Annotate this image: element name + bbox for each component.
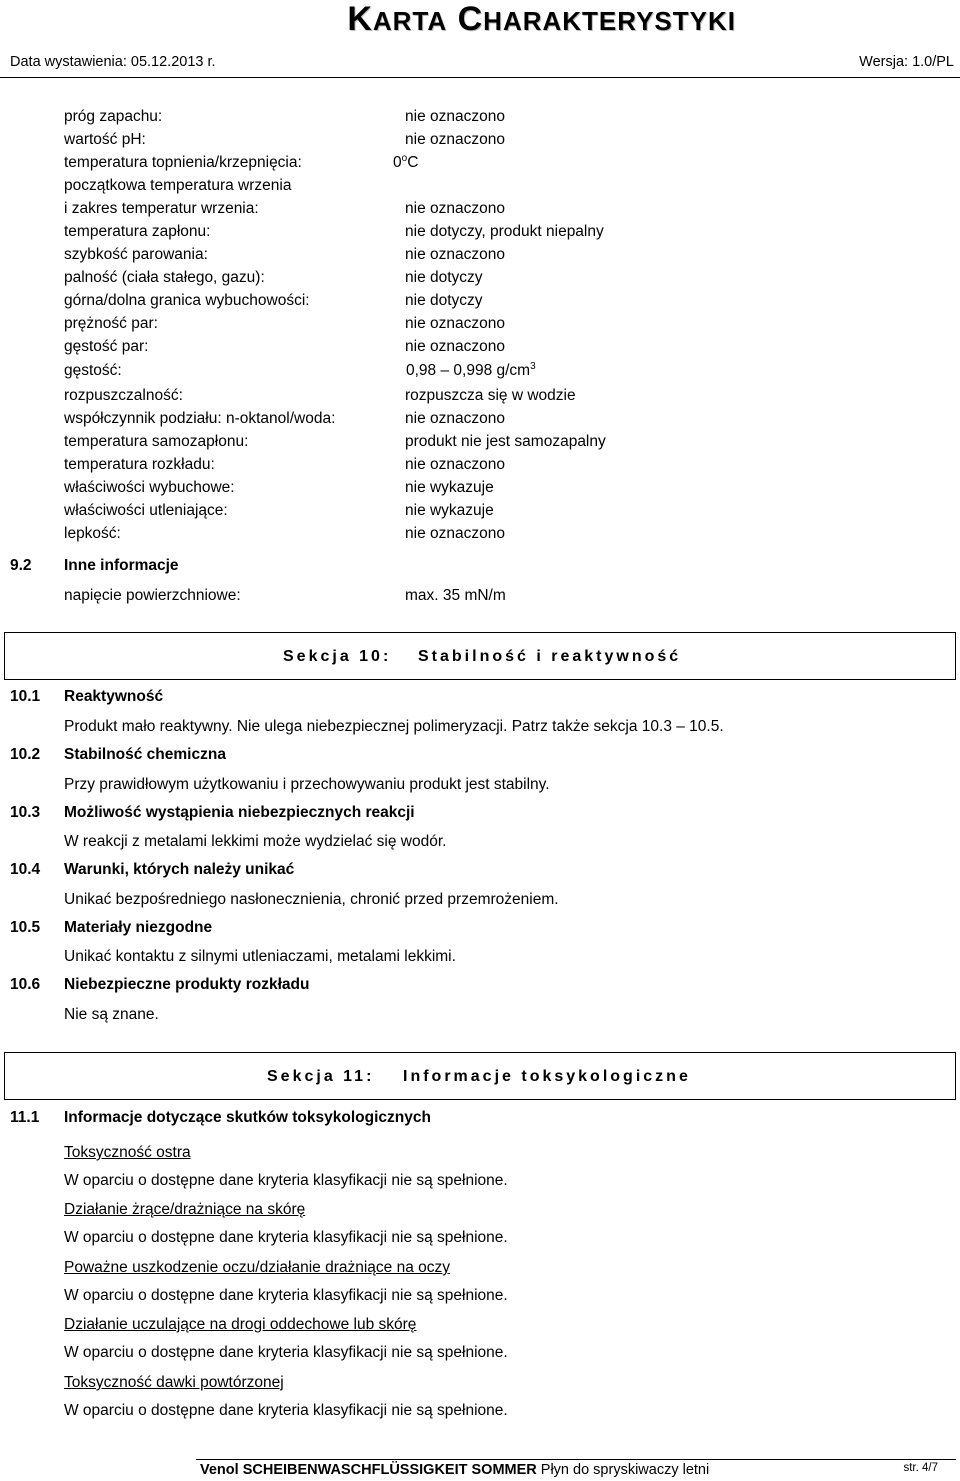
property-value: nie oznaczono <box>405 246 505 263</box>
property-value: nie wykazuje <box>405 479 494 496</box>
section-header-box <box>4 1052 956 1100</box>
section-title: Możliwość wystąpienia niebezpiecznych reakcji <box>64 804 415 821</box>
section-text: W oparciu o dostępne dane kryteria klasyfikacji nie są spełnione. <box>64 1229 508 1246</box>
section-text: Nie są znane. <box>64 1006 159 1023</box>
property-value: produkt nie jest samozapalny <box>405 433 606 450</box>
section-text: W oparciu o dostępne dane kryteria klasyfikacji nie są spełnione. <box>64 1344 508 1361</box>
section-title: Reaktywność <box>64 688 164 705</box>
property-label: temperatura samozapłonu: <box>64 433 249 450</box>
property-value: nie dotyczy <box>405 269 483 286</box>
property-value: nie wykazuje <box>405 502 494 519</box>
section-text: Przy prawidłowym użytkowaniu i przechowywaniu produkt jest stabilny. <box>64 776 550 793</box>
property-value: nie oznaczono <box>405 456 505 473</box>
version: Wersja: 1.0/PL <box>859 54 954 70</box>
section-title: Materiały niezgodne <box>64 919 213 936</box>
section-number: 10.2 <box>10 746 41 763</box>
property-label: prężność par: <box>64 315 158 332</box>
header-divider <box>0 77 960 78</box>
section-title: Stabilność chemiczna <box>64 746 226 763</box>
section-box-number: Sekcja 10: <box>283 648 392 665</box>
footer-product <box>200 1462 709 1478</box>
property-label: próg zapachu: <box>64 108 163 125</box>
property-value: 0$^o$C <box>393 152 419 171</box>
property-label: wartość pH: <box>64 131 146 148</box>
property-value: nie dotyczy <box>405 292 483 309</box>
property-value: nie oznaczono <box>405 131 505 148</box>
property-label: szybkość parowania: <box>64 246 208 263</box>
footer-product-desc: Płyn do spryskiwaczy letni <box>540 1462 710 1478</box>
property-value: max. 35 mN/m <box>405 587 506 604</box>
footer-product-name: Venol SCHEIBENWASCHFLÜSSIGKEIT SOMMER <box>200 1462 537 1478</box>
property-label: rozpuszczalność: <box>64 387 183 404</box>
section-number: 10.4 <box>10 861 41 878</box>
property-label: palność (ciała stałego, gazu): <box>64 269 265 286</box>
subsection-heading: Poważne uszkodzenie oczu/działanie drażniące na oczy <box>64 1259 451 1276</box>
section-number: 9.2 <box>10 557 32 574</box>
property-label: temperatura topnienia/krzepnięcia: <box>64 154 302 171</box>
subsection-heading: Działanie uczulające na drogi oddechowe lub skórę <box>64 1316 417 1333</box>
property-value: nie oznaczono <box>405 410 505 427</box>
property-label: właściwości utleniające: <box>64 502 228 519</box>
section-number: 10.3 <box>10 804 41 821</box>
property-label: temperatura zapłonu: <box>64 223 211 240</box>
section-box-number: Sekcja 11: <box>267 1068 375 1085</box>
section-title: Informacje dotyczące skutków toksykologicznych <box>64 1109 431 1126</box>
section-text: W oparciu o dostępne dane kryteria klasyfikacji nie są spełnione. <box>64 1172 508 1189</box>
property-value: nie oznaczono <box>405 200 505 217</box>
section-text: W oparciu o dostępne dane kryteria klasyfikacji nie są spełnione. <box>64 1287 508 1304</box>
section-text: W oparciu o dostępne dane kryteria klasyfikacji nie są spełnione. <box>64 1402 508 1419</box>
footer-divider <box>196 1459 956 1460</box>
section-header-box <box>4 632 956 680</box>
property-label: lepkość: <box>64 525 121 542</box>
property-value: nie oznaczono <box>405 108 505 125</box>
issue-date: Data wystawienia: 05.12.2013 r. <box>10 54 216 70</box>
property-value: rozpuszcza się w wodzie <box>405 387 576 404</box>
property-label: napięcie powierzchniowe: <box>64 587 241 604</box>
property-label: właściwości wybuchowe: <box>64 479 235 496</box>
section-number: 11.1 <box>10 1109 40 1126</box>
document-title: KARTA CHARAKTERYSTYKI <box>347 0 736 38</box>
property-value: 0,98 – 0,998 $g/cm^3$ <box>406 360 536 379</box>
property-label: górna/dolna granica wybuchowości: <box>64 292 310 309</box>
property-label: początkowa temperatura wrzenia <box>64 177 292 194</box>
section-title: Warunki, których należy unikać <box>64 861 295 878</box>
property-label: współczynnik podziału: n-oktanol/woda: <box>64 410 336 427</box>
property-label: gęstość: <box>64 362 122 379</box>
property-value: nie dotyczy, produkt niepalny <box>405 223 604 240</box>
property-value: nie oznaczono <box>405 338 505 355</box>
section-text: Produkt mało reaktywny. Nie ulega niebezpiecznej polimeryzacji. Patrz także sekcja 10.3 – 10.5. <box>64 718 724 735</box>
section-number: 10.6 <box>10 976 41 993</box>
section-text: Unikać bezpośredniego nasłonecznienia, chronić przed przemrożeniem. <box>64 891 559 908</box>
section-title: Niebezpieczne produkty rozkładu <box>64 976 310 993</box>
section-text: Unikać kontaktu z silnymi utleniaczami, metalami lekkimi. <box>64 948 456 965</box>
section-title: Inne informacje <box>64 557 179 574</box>
section-number: 10.1 <box>10 688 41 705</box>
property-label: gęstość par: <box>64 338 149 355</box>
property-value: nie oznaczono <box>405 315 505 332</box>
property-label: i zakres temperatur wrzenia: <box>64 200 259 217</box>
property-value: nie oznaczono <box>405 525 505 542</box>
section-box-title: Informacje toksykologiczne <box>403 1068 691 1085</box>
section-box-title: Stabilność i reaktywność <box>418 648 682 665</box>
section-text: W reakcji z metalami lekkimi może wydzielać się wodór. <box>64 833 447 850</box>
property-label: temperatura rozkładu: <box>64 456 215 473</box>
subsection-heading: Toksyczność dawki powtórzonej <box>64 1374 284 1391</box>
subsection-heading: Toksyczność ostra <box>64 1144 191 1161</box>
subsection-heading: Działanie żrące/drażniące na skórę <box>64 1201 306 1218</box>
page-number: str. 4/7 <box>903 1462 938 1474</box>
section-number: 10.5 <box>10 919 41 936</box>
